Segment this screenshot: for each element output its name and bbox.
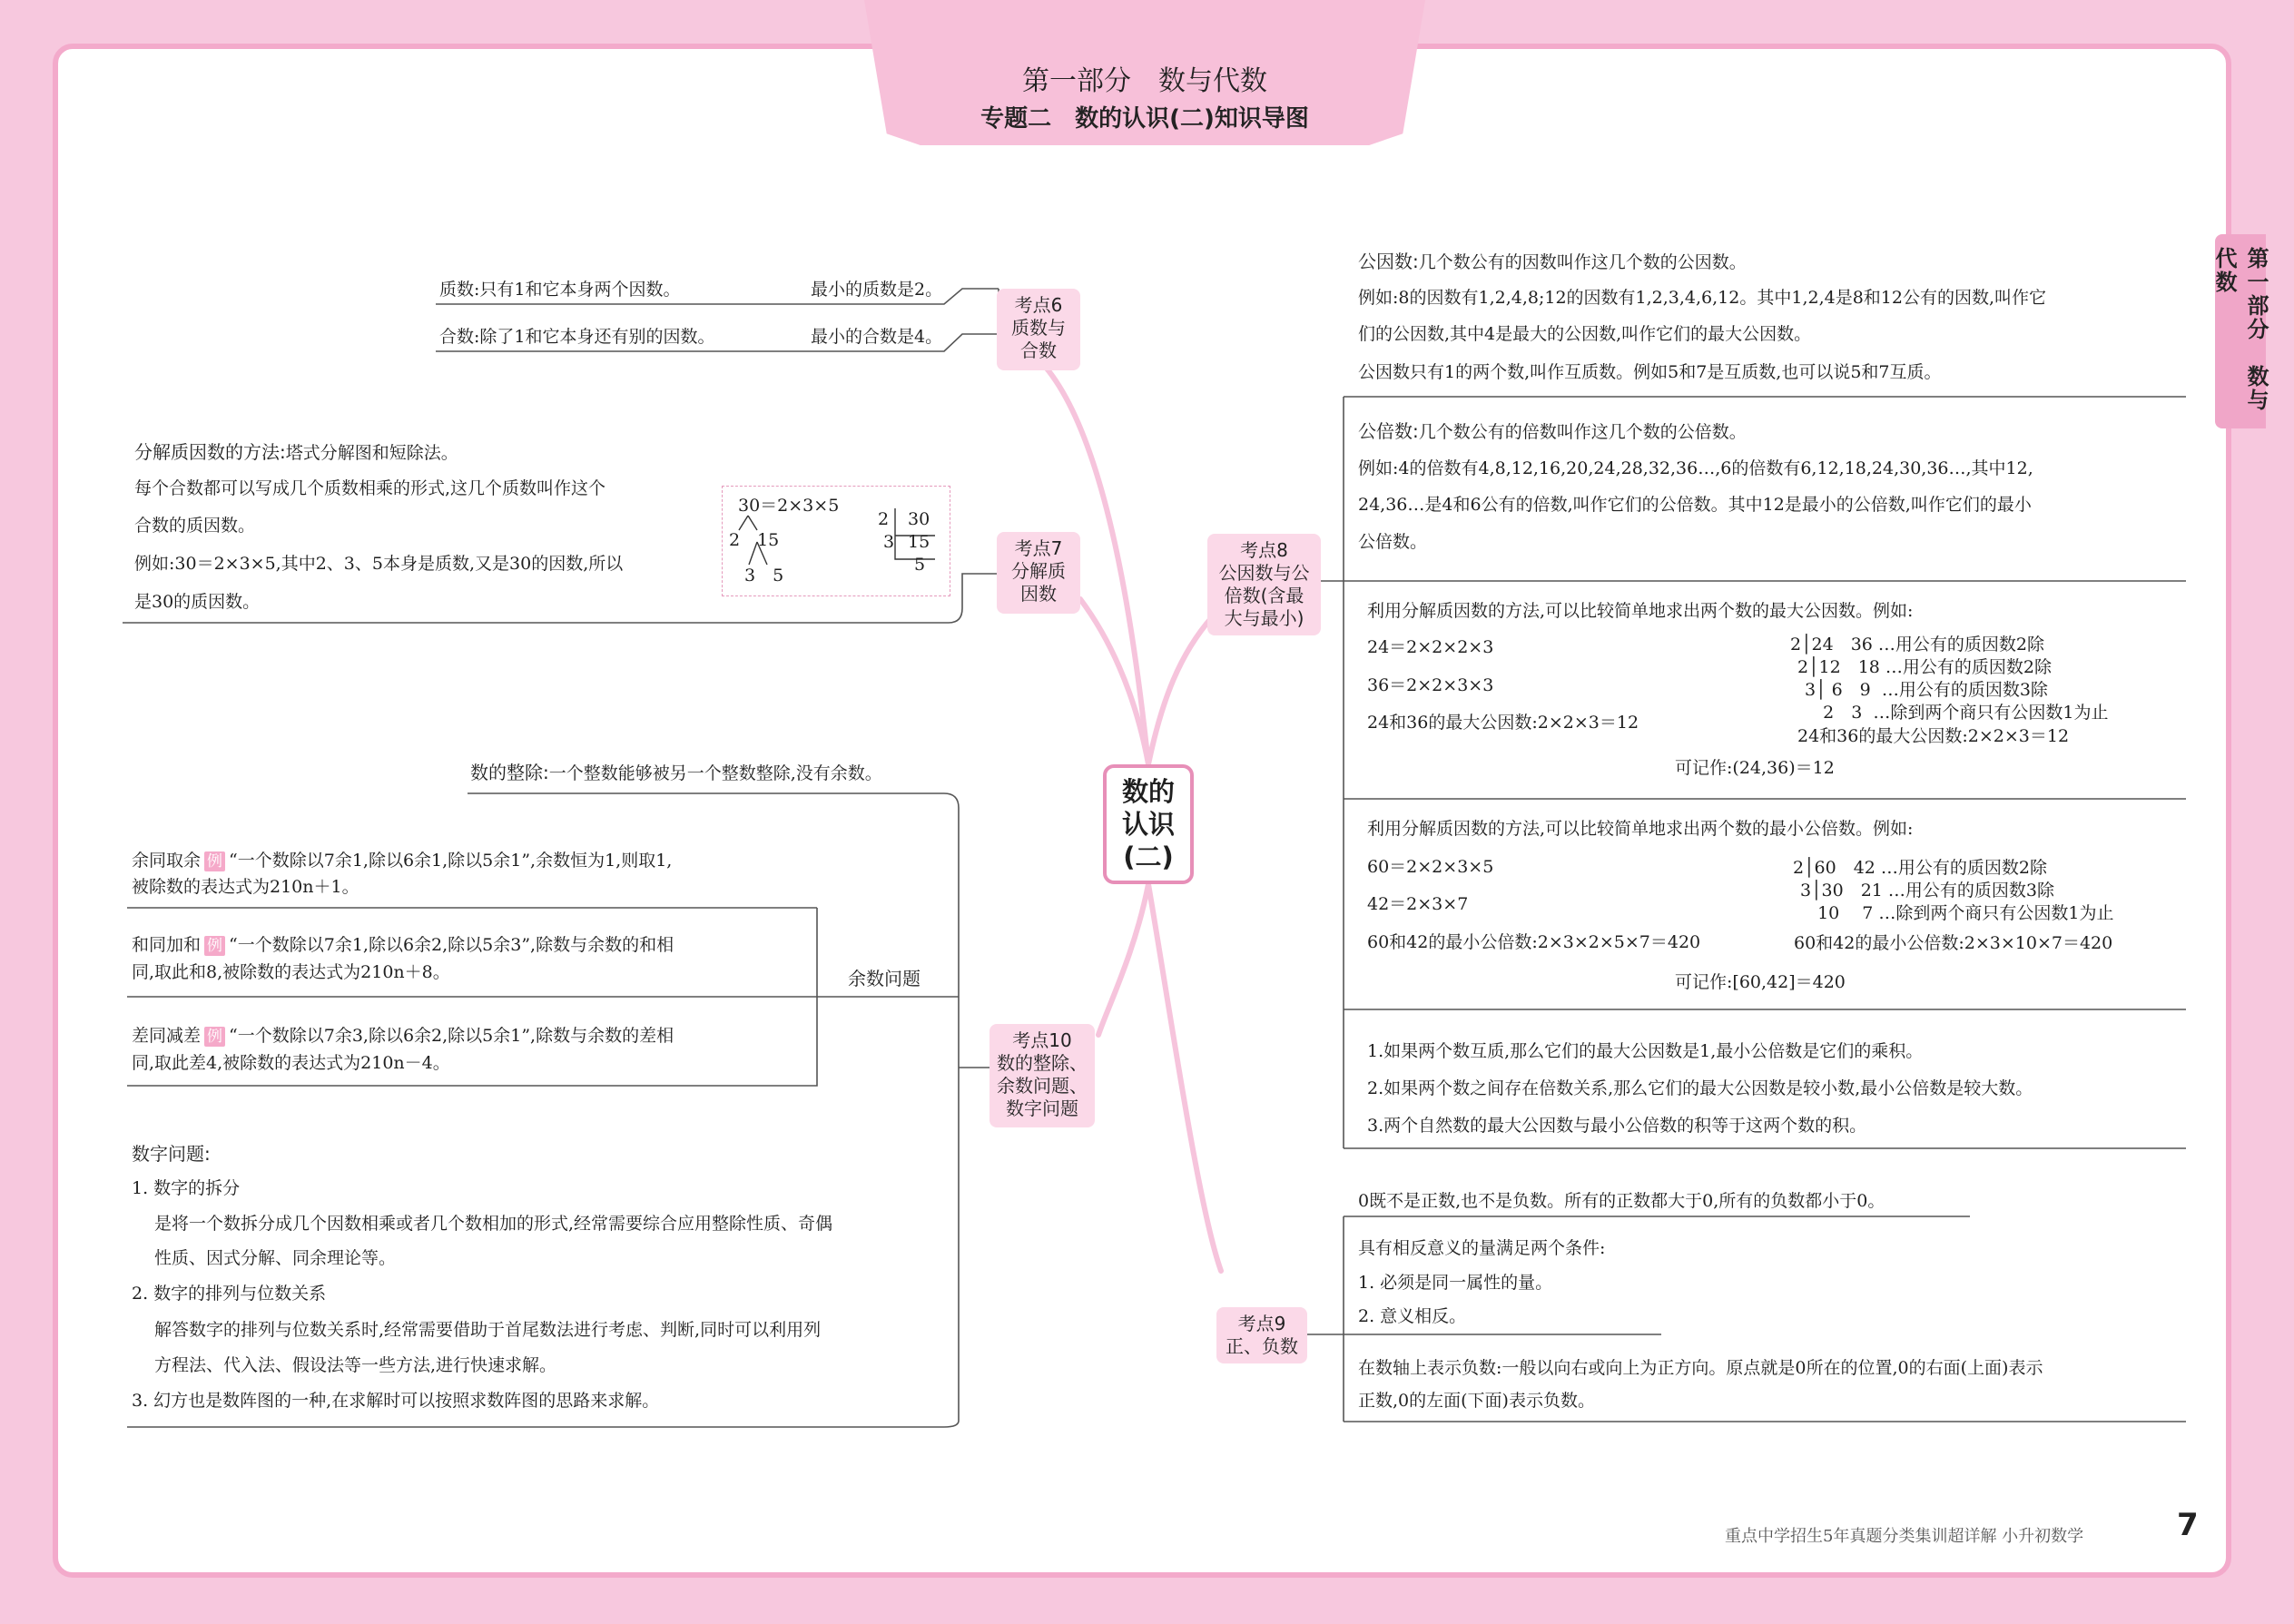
k6-prime: 质数:只有1和它本身两个因数。 xyxy=(439,280,681,300)
k8-gcd-r2: 2│12 18 …用公有的质因数2除 xyxy=(1797,657,2053,677)
k8-gcd-r5: 24和36的最大公因数:2×2×3＝12 xyxy=(1797,726,2070,746)
example-tag: 例 xyxy=(204,851,225,871)
node-k10: 考点10 数的整除、 余数问题、 数字问题 xyxy=(989,1024,1095,1127)
k8-note-1: 1.如果两个数互质,那么它们的最大公因数是1,最小公倍数是它们的乘积。 xyxy=(1367,1041,1924,1061)
k10-d1b: 性质、因式分解、同余理论等。 xyxy=(154,1248,397,1268)
k8-gcd-l3: 24和36的最大公因数:2×2×3＝12 xyxy=(1367,713,1639,733)
k10-r1-line1 xyxy=(132,849,672,873)
k8-gcf-ex1: 例如:8的因数有1,2,4,8;12的因数有1,2,3,4,6,12。其中1,2,4是8和12公有的因数,叫作它 xyxy=(1358,288,2047,308)
k7-div-r3: 5 xyxy=(914,555,926,575)
k10-d1: 1. 数字的拆分 xyxy=(132,1178,241,1198)
k7-div-r2b: 15 xyxy=(908,532,930,552)
k8-coprime: 公因数只有1的两个数,叫作互质数。例如5和7是互质数,也可以说5和7互质。 xyxy=(1358,362,1942,382)
k10-divisible xyxy=(470,761,882,786)
k8-lcm-l2: 42＝2×3×7 xyxy=(1367,894,1469,914)
k10-r2-line1 xyxy=(132,933,674,958)
center-topic xyxy=(1103,764,1194,884)
k8-gcd-r4: 2 3 …除到两个商只有公因数1为止 xyxy=(1807,703,2109,723)
node-k9: 考点9 正、负数 xyxy=(1216,1307,1307,1363)
k8-lcm-ex2: 24,36…是4和6公有的倍数,叫作它们的公倍数。其中12是最小的公倍数,叫作它们的最小 xyxy=(1358,495,2032,515)
center-line-1: 数的 xyxy=(1121,776,1175,807)
k6-composite: 合数:除了1和它本身还有别的因数。 xyxy=(439,327,715,347)
k8-note-2: 2.如果两个数之间存在倍数关系,那么它们的最大公因数是较小数,最小公倍数是较大数。 xyxy=(1367,1078,2033,1098)
k8-lcm-note: 可记作:[60,42]＝420 xyxy=(1675,972,1846,992)
k7-head-rest: 塔式分解图和短除法。 xyxy=(285,443,458,463)
k8-gcf xyxy=(1358,250,1747,275)
k8-lcm-l1: 60＝2×2×3×5 xyxy=(1367,857,1494,877)
k8-lcm-ex3: 公倍数。 xyxy=(1358,532,1428,552)
k7-div-r1b: 30 xyxy=(908,509,930,529)
k10-remainder-label xyxy=(848,967,921,992)
k8-gcd-r3: 3│ 6 9 …用公有的质因数3除 xyxy=(1805,680,2048,700)
k10-d2: 2. 数字的排列与位数关系 xyxy=(132,1284,327,1304)
k10-r3-text: “一个数除以7余3,除以6余2,除以5余1”,除数与余数的差相 xyxy=(229,1026,674,1046)
k10-divisible-head: 数的整除: xyxy=(470,762,549,783)
k8-gcf-head: 公因数: xyxy=(1358,251,1419,272)
k10-d1a: 是将一个数拆分成几个因数相乘或者几个数相加的形式,经常需要综合应用整除性质、奇偶 xyxy=(154,1214,833,1234)
k8-lcm-r2: 3│30 21 …用公有的质因数3除 xyxy=(1800,881,2055,901)
k7-tree-eq: 30＝2×3×5 xyxy=(738,496,840,516)
node-k6: 考点6 质数与 合数 xyxy=(997,289,1080,370)
example-tag: 例 xyxy=(204,1027,225,1047)
k10-divisible-text: 一个整数能够被另一个整数整除,没有余数。 xyxy=(548,763,882,783)
k10-d2a: 解答数字的排列与位数关系时,经常需要借助于首尾数法进行考虑、判断,同时可以利用列 xyxy=(154,1320,822,1340)
page-title: 第一部分 数与代数 xyxy=(1022,65,1267,97)
node-k8: 考点8 公因数与公 倍数(含最 大与最小) xyxy=(1207,534,1321,635)
side-tab-label: 第一部分 数与代数 xyxy=(2211,247,2269,412)
k10-r1-title: 余同取余 xyxy=(132,851,202,871)
k8-lcm-ex1: 例如:4的倍数有4,8,12,16,20,24,28,32,36…,6的倍数有6,12,18,24,30,36…,其中12, xyxy=(1358,458,2033,478)
k8-gcd-r1: 2│24 36 …用公有的质因数2除 xyxy=(1790,635,2045,655)
k10-r1-text: “一个数除以7余1,除以6余1,除以5余1”,余数恒为1,则取1, xyxy=(229,851,673,871)
k7-div-r1a: 2 xyxy=(878,509,890,529)
k8-gcf-ex2: 们的公因数,其中4是最大的公因数,叫作它们的最大公因数。 xyxy=(1358,324,1812,344)
k7-p2: 合数的质因数。 xyxy=(134,516,256,536)
k7-tree-l3: 3 5 xyxy=(744,566,784,586)
page-subtitle: 专题二 数的认识(二)知识导图 xyxy=(980,105,1309,133)
k10-r3-title: 差同减差 xyxy=(132,1026,202,1046)
k9-opp-head: 具有相反意义的量满足两个条件: xyxy=(1358,1238,1606,1258)
center-line-2: 认识 xyxy=(1121,809,1175,840)
k8-gcd-intro: 利用分解质因数的方法,可以比较简单地求出两个数的最大公因数。例如: xyxy=(1367,601,1914,621)
k8-lcm-r1: 2│60 42 …用公有的质因数2除 xyxy=(1793,858,2048,878)
k7-heading xyxy=(134,440,458,466)
k7-p3: 例如:30＝2×3×5,其中2、3、5本身是质数,又是30的因数,所以 xyxy=(134,554,624,574)
k9-opp-2: 2. 意义相反。 xyxy=(1358,1306,1467,1326)
k10-r1-line2: 被除数的表达式为210n＋1。 xyxy=(132,877,359,897)
k10-r2-title: 和同加和 xyxy=(132,935,202,955)
k6-composite-min: 最小的合数是4。 xyxy=(811,327,943,347)
k7-div-r2a: 3 xyxy=(883,532,895,552)
k7-head: 分解质因数的方法: xyxy=(134,441,286,463)
k8-lcm-head: 公倍数: xyxy=(1358,420,1419,442)
k10-d3: 3. 幻方也是数阵图的一种,在求解时可以按照求数阵图的思路来求解。 xyxy=(132,1391,660,1411)
k8-lcm-intro: 利用分解质因数的方法,可以比较简单地求出两个数的最小公倍数。例如: xyxy=(1367,819,1914,839)
k8-gcd-note: 可记作:(24,36)＝12 xyxy=(1675,758,1835,778)
k10-d2b: 方程法、代入法、假设法等一些方法,进行快速求解。 xyxy=(154,1355,557,1375)
page-number: 7 xyxy=(2177,1507,2199,1543)
k10-r2-line2: 同,取此和8,被除数的表达式为210n＋8。 xyxy=(132,962,450,982)
branch-k9 xyxy=(1148,884,1221,1271)
k9-axis-2: 正数,0的左面(下面)表示负数。 xyxy=(1358,1391,1595,1411)
k8-lcm-l3: 60和42的最小公倍数:2×3×2×5×7＝420 xyxy=(1367,932,1701,952)
k8-lcm-r4: 60和42的最小公倍数:2×3×10×7＝420 xyxy=(1794,933,2113,953)
k8-lcm-r3: 10 7 …除到两个商只有公因数1为止 xyxy=(1807,903,2114,923)
k8-gcf-text: 几个数公有的因数叫作这几个数的公因数。 xyxy=(1418,252,1747,272)
example-tag: 例 xyxy=(204,936,225,956)
k10-r3-line2: 同,取此差4,被除数的表达式为210n－4。 xyxy=(132,1053,450,1073)
k8-gcd-l2: 36＝2×2×3×3 xyxy=(1367,675,1494,695)
center-line-3: (二) xyxy=(1123,842,1174,872)
k9-axis-1: 在数轴上表示负数:一般以向右或向上为正方向。原点就是0所在的位置,0的右面(上面)表示 xyxy=(1358,1358,2043,1378)
k6-prime-min: 最小的质数是2。 xyxy=(811,280,943,300)
k7-tree-l2: 2 15 xyxy=(729,530,780,550)
k10-r2-text: “一个数除以7余1,除以6余2,除以5余3”,除数与余数的和相 xyxy=(229,935,674,955)
k7-p4: 是30的质因数。 xyxy=(134,592,261,612)
k8-gcd-l1: 24＝2×2×2×3 xyxy=(1367,637,1494,657)
k8-lcm xyxy=(1358,419,1747,445)
node-k7: 考点7 分解质 因数 xyxy=(997,532,1080,614)
k8-lcm-text: 几个数公有的倍数叫作这几个数的公倍数。 xyxy=(1418,422,1747,442)
k10-r3-line1 xyxy=(132,1024,674,1048)
branch-k8 xyxy=(1148,617,1212,764)
k10-remainder-label-text: 余数问题 xyxy=(848,968,921,989)
k9-zero: 0既不是正数,也不是负数。所有的正数都大于0,所有的负数都小于0。 xyxy=(1358,1191,1885,1211)
k10-digit-head: 数字问题: xyxy=(132,1143,211,1165)
k7-p1: 每个合数都可以写成几个质数相乘的形式,这几个质数叫作这个 xyxy=(134,478,606,498)
k8-note-3: 3.两个自然数的最大公因数与最小公倍数的积等于这两个数的积。 xyxy=(1367,1116,1867,1136)
k9-opp-1: 1. 必须是同一属性的量。 xyxy=(1358,1273,1553,1293)
branch-k10 xyxy=(1098,884,1148,1035)
footer-book-title: 重点中学招生5年真题分类集训超详解 小升初数学 xyxy=(1725,1527,2084,1546)
